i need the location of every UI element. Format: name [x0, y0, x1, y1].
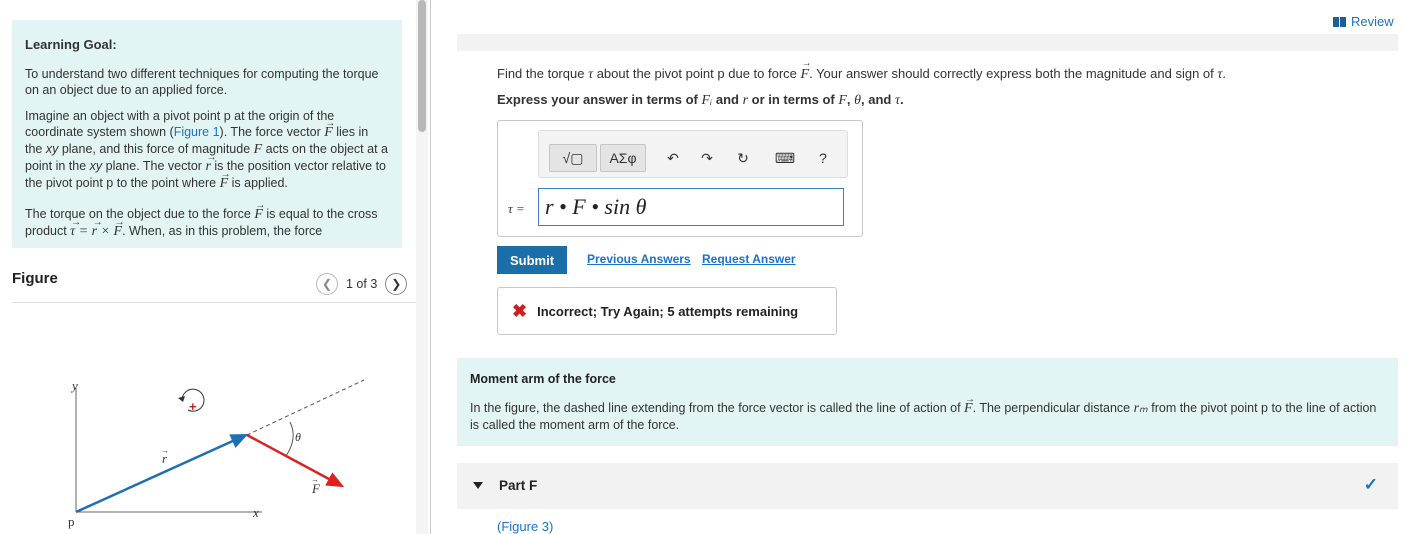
templates-button[interactable] [549, 144, 597, 172]
learning-goal-text: To understand two different techniques for computing the torque on an object due to an applied force. [25, 67, 379, 97]
help-icon: ? [819, 150, 827, 166]
keyboard-icon: ⌨ [774, 149, 796, 166]
answer-instructions: Express your answer in terms of Fᵢ and r or in terms of F, θ, and τ. [497, 92, 904, 108]
question-header-bar [457, 34, 1398, 51]
part-f-label: Part F [499, 478, 538, 493]
redo-icon: ↷ [701, 149, 713, 166]
force-vector-label: F [312, 481, 320, 496]
learning-goal-panel [12, 20, 402, 248]
feedback-text: Incorrect; Try Again; 5 attempts remaining [537, 303, 799, 319]
column-divider [430, 0, 431, 534]
figure-diagram [12, 360, 412, 530]
redo-button[interactable] [695, 144, 719, 172]
answer-label: τ = [508, 201, 525, 216]
learning-goal-description: Imagine an object with a pivot point p at the origin of the coordinate system shown (Figure 1). The force vector → F lies in the xy plane, and this force of magnitude F acts on the object at a point in the xy plane. The vector → r is the position vector relative to the pivot point p to the point where → F is applied. [25, 108, 389, 192]
line-of-action [247, 380, 364, 435]
next-figure-button[interactable] [385, 273, 407, 295]
book-icon [1333, 17, 1346, 27]
hint-text: In the figure, the dashed line extending from the force vector is called the line of action of → F. The perpendicular distance rₘ from the pivot point p to the line of action is called the moment arm of the force. [470, 400, 1385, 433]
undo-icon: ↶ [667, 149, 679, 166]
pivot-label: p [68, 514, 75, 529]
collapse-triangle-icon [473, 482, 483, 489]
error-x-icon: ✖ [512, 300, 528, 321]
feedback-box [497, 287, 837, 335]
undo-button[interactable] [661, 144, 685, 172]
chevron-left-icon: ❮ [321, 277, 333, 291]
answer-editor [497, 120, 863, 237]
hint-panel [457, 358, 1398, 446]
answer-input[interactable]: r • F • sin θ [538, 188, 844, 226]
part-f-header[interactable] [457, 463, 1398, 509]
math-toolbar [538, 130, 848, 178]
torque-definition-text: The torque on the object due to the force → F is equal to the cross product → τ = → r × → F. When, as in this problem, the force [25, 206, 389, 240]
svg-text:→: → [311, 475, 319, 484]
reset-icon: ↻ [737, 149, 749, 166]
question-prompt: Find the torque τ about the pivot point p due to force → F. Your answer should correctly express both the magnitude and sign of τ. [497, 66, 1226, 83]
submit-button[interactable]: Submit [497, 246, 567, 274]
greek-icon: ΑΣφ [609, 150, 637, 166]
svg-text:→: → [161, 446, 169, 455]
keyboard-button[interactable] [771, 144, 799, 172]
template-icon: √▢ [562, 149, 584, 166]
figure-pager [316, 273, 407, 295]
x-axis-label: x [253, 505, 259, 520]
reset-button[interactable] [731, 144, 755, 172]
figure-title: Figure [12, 270, 58, 287]
y-axis-label: y [72, 378, 78, 393]
force-vector-symbol: → F [324, 125, 333, 141]
learning-goal-heading: Learning Goal: [25, 37, 117, 52]
greek-symbols-button[interactable] [600, 144, 646, 172]
figure-page-indicator: 1 of 3 [346, 277, 378, 291]
previous-answers-link[interactable]: Previous Answers [587, 252, 691, 266]
figure-1-link[interactable]: Figure 1 [173, 125, 220, 139]
figure-divider [12, 302, 416, 303]
review-link[interactable]: Review [1333, 14, 1394, 29]
theta-arc [286, 422, 293, 456]
position-vector-label: r [162, 451, 168, 466]
chevron-right-icon: ❯ [391, 277, 402, 291]
hint-title: Moment arm of the force [470, 372, 616, 386]
theta-label: θ [295, 430, 301, 444]
positive-sign-label: + [189, 399, 197, 414]
request-answer-link[interactable]: Request Answer [702, 252, 796, 266]
figure-3-link[interactable]: (Figure 3) [497, 519, 554, 534]
checkmark-icon: ✓ [1363, 475, 1378, 494]
left-scrollbar-thumb[interactable] [418, 0, 426, 132]
prev-figure-button[interactable] [316, 273, 338, 295]
help-button[interactable] [813, 144, 833, 172]
